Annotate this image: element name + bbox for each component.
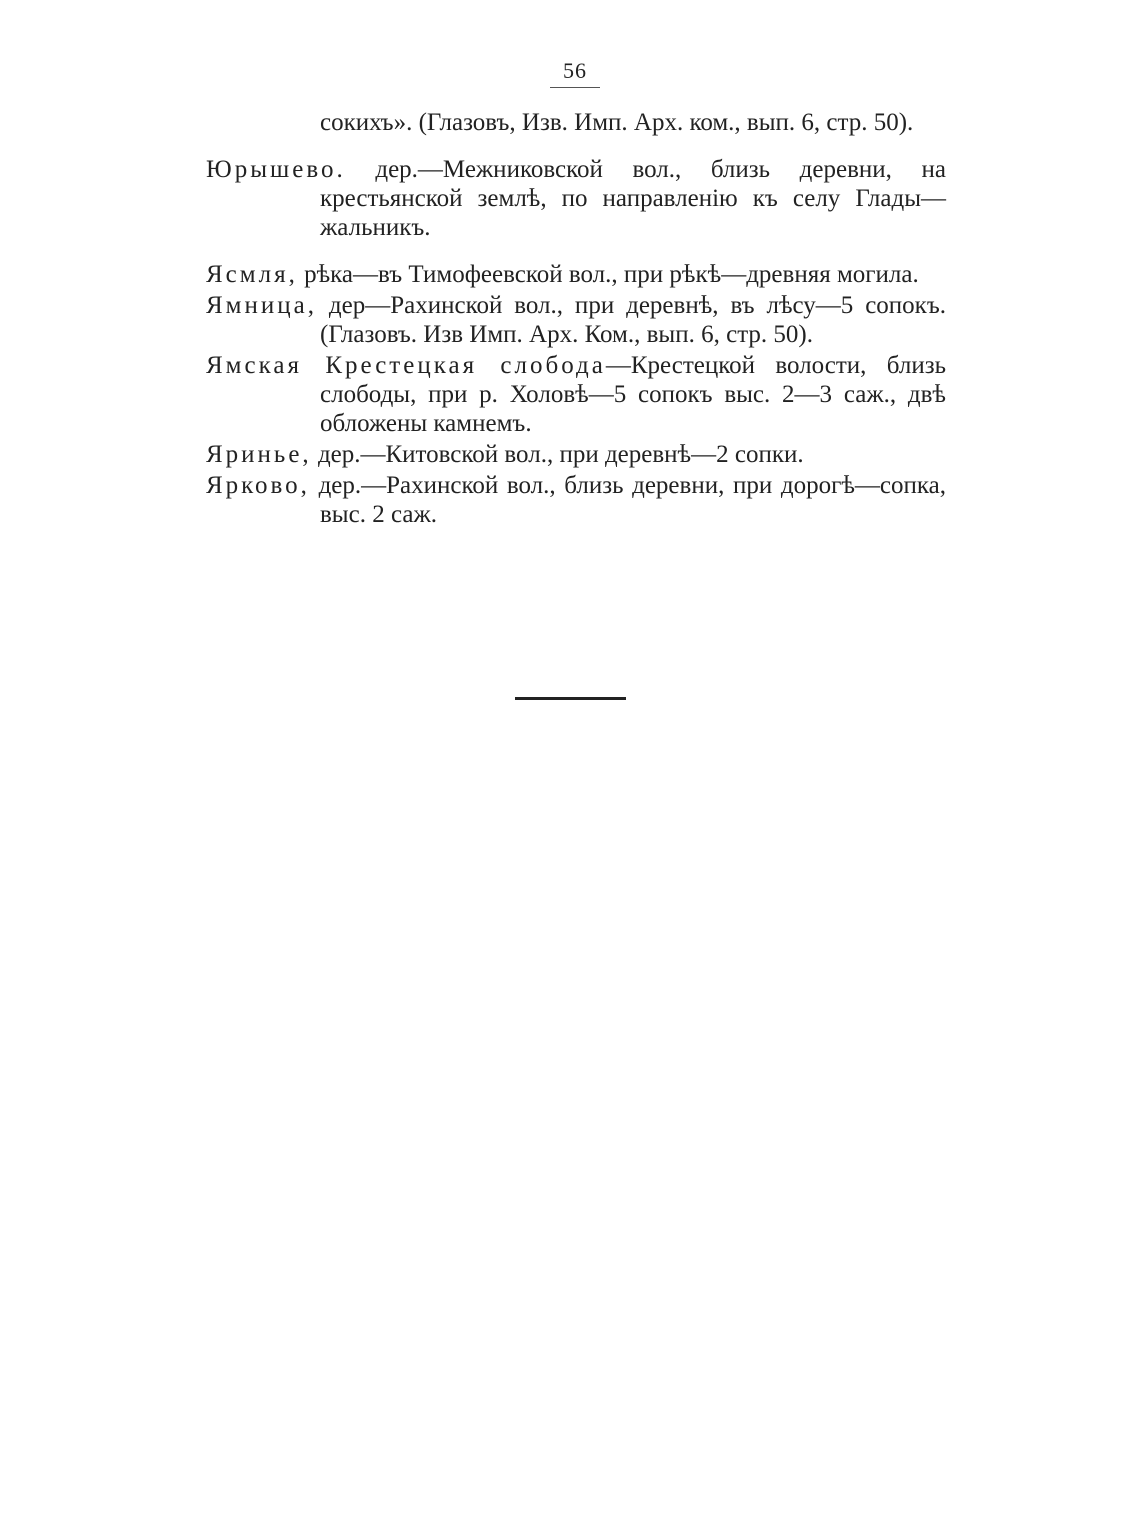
- entry-headword: Ярково,: [206, 472, 310, 499]
- entry-body: сокихъ». (Глазовъ, Изв. Имп. Арх. ком., вып. 6, стр. 50).: [320, 109, 914, 136]
- entry-body: дер—Рахинской вол., при деревнѣ, въ лѣсу—5 сопокъ. (Глазовъ. Изв Имп. Арх. Ком., вып. 6, стр. 50).: [316, 292, 946, 348]
- entry-yemlya: [206, 260, 946, 289]
- entry-yarinye: [206, 440, 946, 469]
- entries-text: [206, 108, 946, 531]
- entry-body: рѣка—въ Тимофеевской вол., при рѣкѣ—древняя могила.: [297, 261, 919, 288]
- entry-headword: Ясмля,: [206, 261, 298, 288]
- entry-body: дер.—Межниковской вол., близь деревни, на крестьянской землѣ, по направленію къ селу Глады—жальникъ.: [320, 156, 946, 241]
- entry-body: дер.—Рахинской вол., близь деревни, при дорогѣ—сопка, выс. 2 саж.: [309, 472, 946, 528]
- entry-body: дер.—Китовской вол., при деревнѣ—2 сопки.: [311, 441, 804, 468]
- entry-body: —Крестецкой волости, близь слободы, при р. Холовѣ—5 сопокъ выс. 2—3 саж., двѣ обложены камнемъ.: [320, 352, 946, 437]
- entry-headword: Ямница,: [206, 292, 317, 319]
- page-number-underline: [550, 87, 600, 88]
- page-number: 56: [563, 58, 587, 83]
- entry-yarkovo: [206, 471, 946, 529]
- entry-headword: Яринье,: [206, 441, 312, 468]
- entry-headword: Ямская Крестецкая слобода: [206, 352, 606, 379]
- entry-yuryshevo: [206, 155, 946, 242]
- entry-headword: Юрышево.: [206, 156, 346, 183]
- entry-continuation: [206, 108, 946, 137]
- entry-yamskaya-sloboda: [206, 351, 946, 438]
- entry-yamnitsa: [206, 291, 946, 349]
- end-rule: [515, 697, 626, 700]
